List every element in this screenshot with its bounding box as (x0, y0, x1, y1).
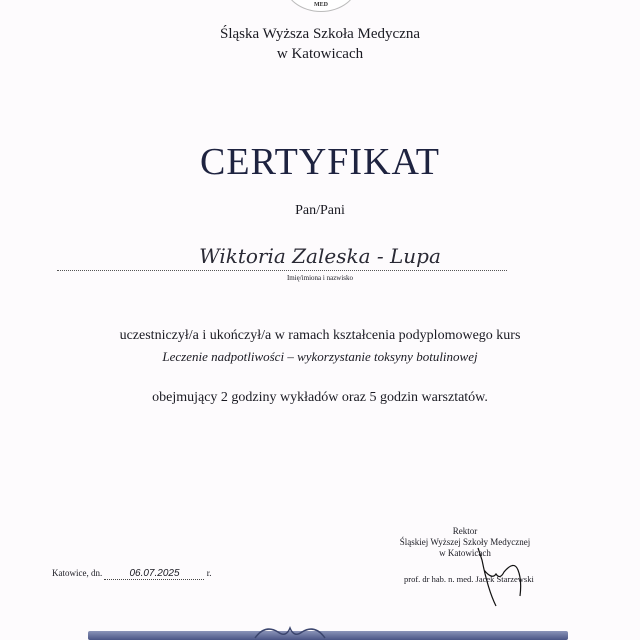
name-dotted-line (57, 270, 507, 271)
institution-seal: MED (284, 0, 358, 12)
institution-line2: w Katowicach (276, 46, 364, 62)
ornament-icon (250, 622, 330, 640)
date-suffix: r. (206, 568, 212, 578)
signatory-name: prof. dr hab. n. med. Jacek Starzewski (404, 574, 534, 584)
institution-line1: Śląska Wyższa Szkoła Medyczna (219, 26, 420, 42)
date-line (52, 568, 212, 580)
course-name: Leczenie nadpotliwości – wykorzystanie toksyny botulinowej (162, 349, 478, 364)
date-prefix: Katowice, dn. (52, 568, 103, 578)
body-line-3: obejmujący 2 godziny wykładów oraz 5 godzin warsztatów. (152, 390, 488, 405)
salutation: Pan/Pani (295, 203, 345, 218)
name-caption: Imię/imiona i nazwisko (286, 274, 354, 282)
signatory-org: Śląskiej Wyższej Szkoły Medycznej (399, 537, 531, 547)
recipient-name: Wiktoria Zaleska - Lupa (199, 244, 441, 268)
body-line-1: uczestniczył/a i ukończył/a w ramach kształcenia podyplomowego kurs (119, 328, 521, 343)
certificate-title: CERTYFIKAT (200, 141, 440, 183)
institution-name (0, 24, 640, 64)
date-value: 06.07.2025 (104, 568, 204, 580)
signatory-role: Rektor (452, 526, 478, 536)
signatory-city: w Katowicach (439, 548, 491, 558)
